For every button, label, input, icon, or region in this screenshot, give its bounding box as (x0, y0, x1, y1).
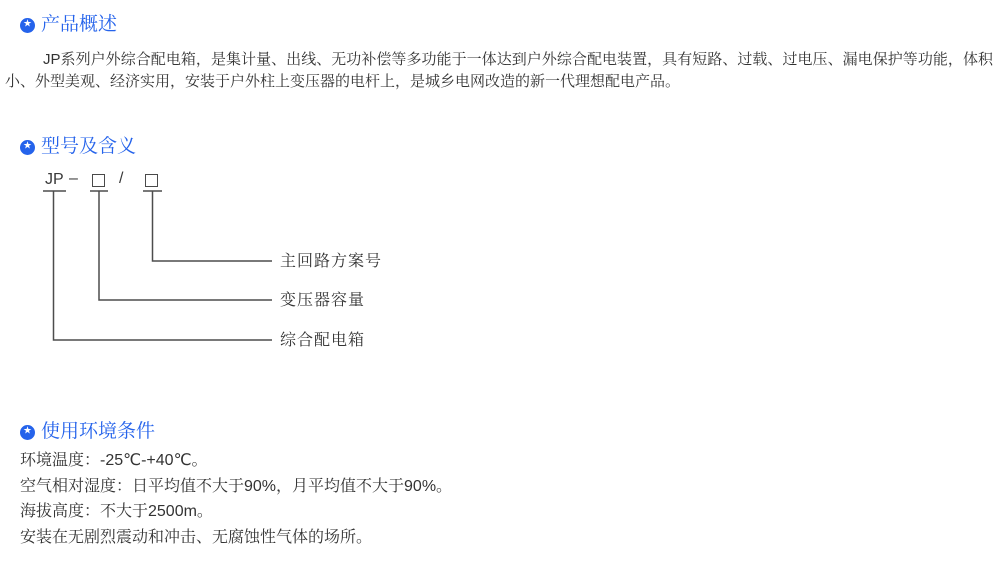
star-glyph: ★ (23, 140, 32, 152)
model-prefix: JP (45, 171, 64, 188)
env-line-installation: 安装在无剧烈震动和冲击、无腐蚀性气体的场所。 (20, 528, 373, 546)
overview-section-title: 产品概述 (41, 14, 118, 35)
star-bullet-icon (20, 425, 35, 440)
env-line-altitude: 海拔高度：不大于2500m。 (20, 503, 213, 520)
model-connector-lines (0, 165, 460, 360)
callout-transformer-capacity: 变压器容量 (280, 292, 366, 309)
env-line-temperature: 环境温度：-25℃-+40℃。 (20, 452, 208, 469)
model-slash-separator: / (119, 170, 124, 187)
star-glyph: ★ (23, 425, 32, 437)
callout-main-circuit-scheme: 主回路方案号 (280, 253, 383, 270)
env-line-humidity: 空气相对湿度：日平均值不大于90%，月平均值不大于90%。 (20, 477, 453, 495)
overview-section-header (20, 15, 117, 36)
environment-conditions-list (20, 448, 980, 550)
star-bullet-icon (20, 140, 35, 155)
model-placeholder-box-2 (145, 174, 158, 187)
star-bullet-icon (20, 18, 35, 33)
environment-section-title: 使用环境条件 (41, 421, 156, 442)
environment-section-header (20, 422, 155, 443)
model-designation-diagram (0, 165, 460, 360)
overview-paragraph: JP系列户外综合配电箱，是集计量、出线、无功补偿等多功能于一体达到户外综合配电装置，具有短路、过载、过电压、漏电保护等功能，体积小、外型美观、经济实用，安装于户外柱上变压器的电杆上，是城乡电网改造的新一代理想配电产品。 (5, 51, 993, 90)
model-placeholder-box-1 (92, 174, 105, 187)
star-glyph: ★ (23, 18, 32, 30)
model-section-header (20, 137, 136, 158)
callout-integrated-box: 综合配电箱 (280, 332, 366, 349)
model-dash-separator: – (69, 170, 78, 187)
model-section-title: 型号及含义 (41, 136, 137, 157)
